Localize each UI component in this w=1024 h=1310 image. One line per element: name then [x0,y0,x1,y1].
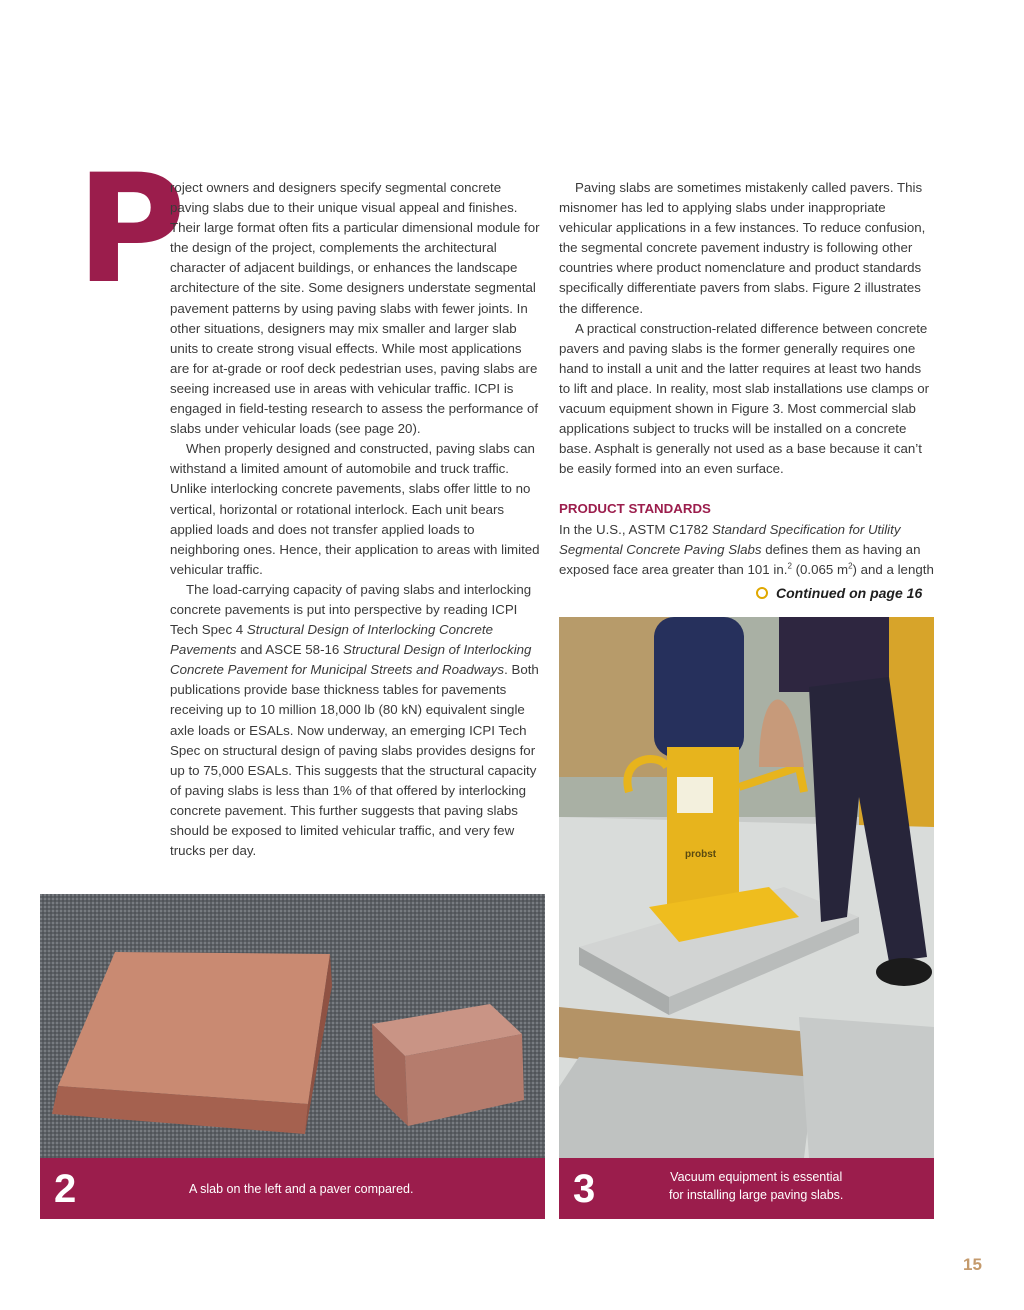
caption-line-2: for installing large paving slabs. [669,1188,844,1202]
brand-text: probst [685,849,717,860]
section-heading: PRODUCT STANDARDS [559,501,711,517]
left-column [170,178,542,861]
left-paragraph-3 [170,580,542,861]
slab-and-paver-illustration [40,894,545,1158]
figure-3-caption-bar [559,1158,934,1219]
page-number: 15 [963,1255,982,1274]
left-paragraph-2: When properly designed and constructed, paving slabs can withstand a limited amount of automobile and truck traffic. Unlike interlocking concrete pavements, slabs offer little to no vertical, horizontal or rotational interlock. Each unit bears applied loads and does not transfer applied loads to neighboring ones. Hence, their application to areas with limited vehicular traffic. [170,441,540,577]
drop-cap: P [76,143,186,317]
continued-label: Continued on page 16 [776,585,923,601]
left-paragraph-1: roject owners and designers specify segmental concrete paving slabs due to their unique visual appeal and finishes. Their large format often fits a particular dimensional module for the design of the project, complements the architectural character of adjacent buildings, or enhances the landscape architecture of the site. Some designers understate segmental pavement patterns by using paving slabs with fewer joints. In other situations, designers may mix smaller and larger slab units to create strong visual effects. While most applications are for at-grade or roof deck pedestrian uses, paving slabs are seeing increased use in areas with vehicular traffic. ICPI is engaged in field-testing research to assess the performance of slabs under vehicular loads (see page 20). [170,180,540,437]
right-paragraph-3 [559,520,935,580]
figure-2-caption-bar [40,1158,545,1219]
figure-2-number: 2 [54,1167,77,1211]
side-slab [799,1017,934,1158]
continued-link[interactable] [756,585,922,601]
text-run: . Both publications provide base thickness tables for pavements receiving up to 10 million 18,000 lb (80 kN) equivalent single axle loads or ESALs. Now underway, an emerging ICPI Tech Spec on structural design of paving slabs provides designs for up to 75,000 ESALs. This suggests that the structural capacity of paving slabs is less than 1% of that offered by interlocking concrete pavement. This further suggests that paving slabs should be exposed to limited vehicular traffic, and very few trucks per day. [170,662,539,859]
vacuum-hose [654,617,744,757]
text-run: and ASCE 58-16 [236,642,343,658]
background-stand [559,617,669,777]
text-run: ) and a length [852,561,934,577]
text-run: In the U.S., ASTM C1782 [559,521,712,537]
figure-2-caption: A slab on the left and a paver compared. [189,1182,414,1196]
right-column [559,178,935,580]
superscript: 2 [787,561,792,571]
figure-3-photo [559,617,934,1158]
circle-bullet-icon [756,587,768,599]
right-paragraph-2: A practical construction-related difference between concrete pavers and paving slabs is the former generally requires one hand to install a unit and the latter requires at least two hands to lift and place. In reality, most slab installations use clamps or vacuum equipment shown in Figure 3. Most commercial slab applications subject to trucks will be installed on a concrete base. Asphalt is generally not used as a base because it can’t be easily formed into an even surface. [559,320,930,477]
superscript: 2 [848,561,853,571]
vacuum-lifter-illustration [559,617,934,1158]
caption-line-1: Vacuum equipment is essential [670,1170,843,1184]
figure-3-caption [669,1168,843,1204]
standard-title: Standard Specification for Utility Segmental Concrete Paving Slabs [559,521,901,557]
figure-3-number: 3 [573,1167,596,1211]
publication-title: Structural Design of Interlocking Concrete Pavements [170,622,493,658]
worker-shoe [876,958,932,986]
text-run: The load-carrying capacity of paving slabs and interlocking concrete pavements is put into perspective by reading ICPI Tech Spec 4 [170,581,532,638]
lifter-body [667,747,739,907]
right-paragraph-1: Paving slabs are sometimes mistakenly called pavers. This misnomer has led to applying slabs under inappropriate vehicular applications in a few instances. To reduce confusion, the segmental concrete pavement industry is following other countries where product nomenclature and product standards specifically differentiate pavers from slabs. Figure 2 illustrates the difference. [559,180,926,316]
text-run: defines them as having an exposed face area greater than 101 in. [559,541,921,577]
figure-2-photo [40,894,545,1158]
lifter-label-plate [677,777,713,813]
publication-title: Structural Design of Interlocking Concrete Pavement for Municipal Streets and Roadways [170,642,532,678]
text-run: (0.065 m [791,561,849,577]
